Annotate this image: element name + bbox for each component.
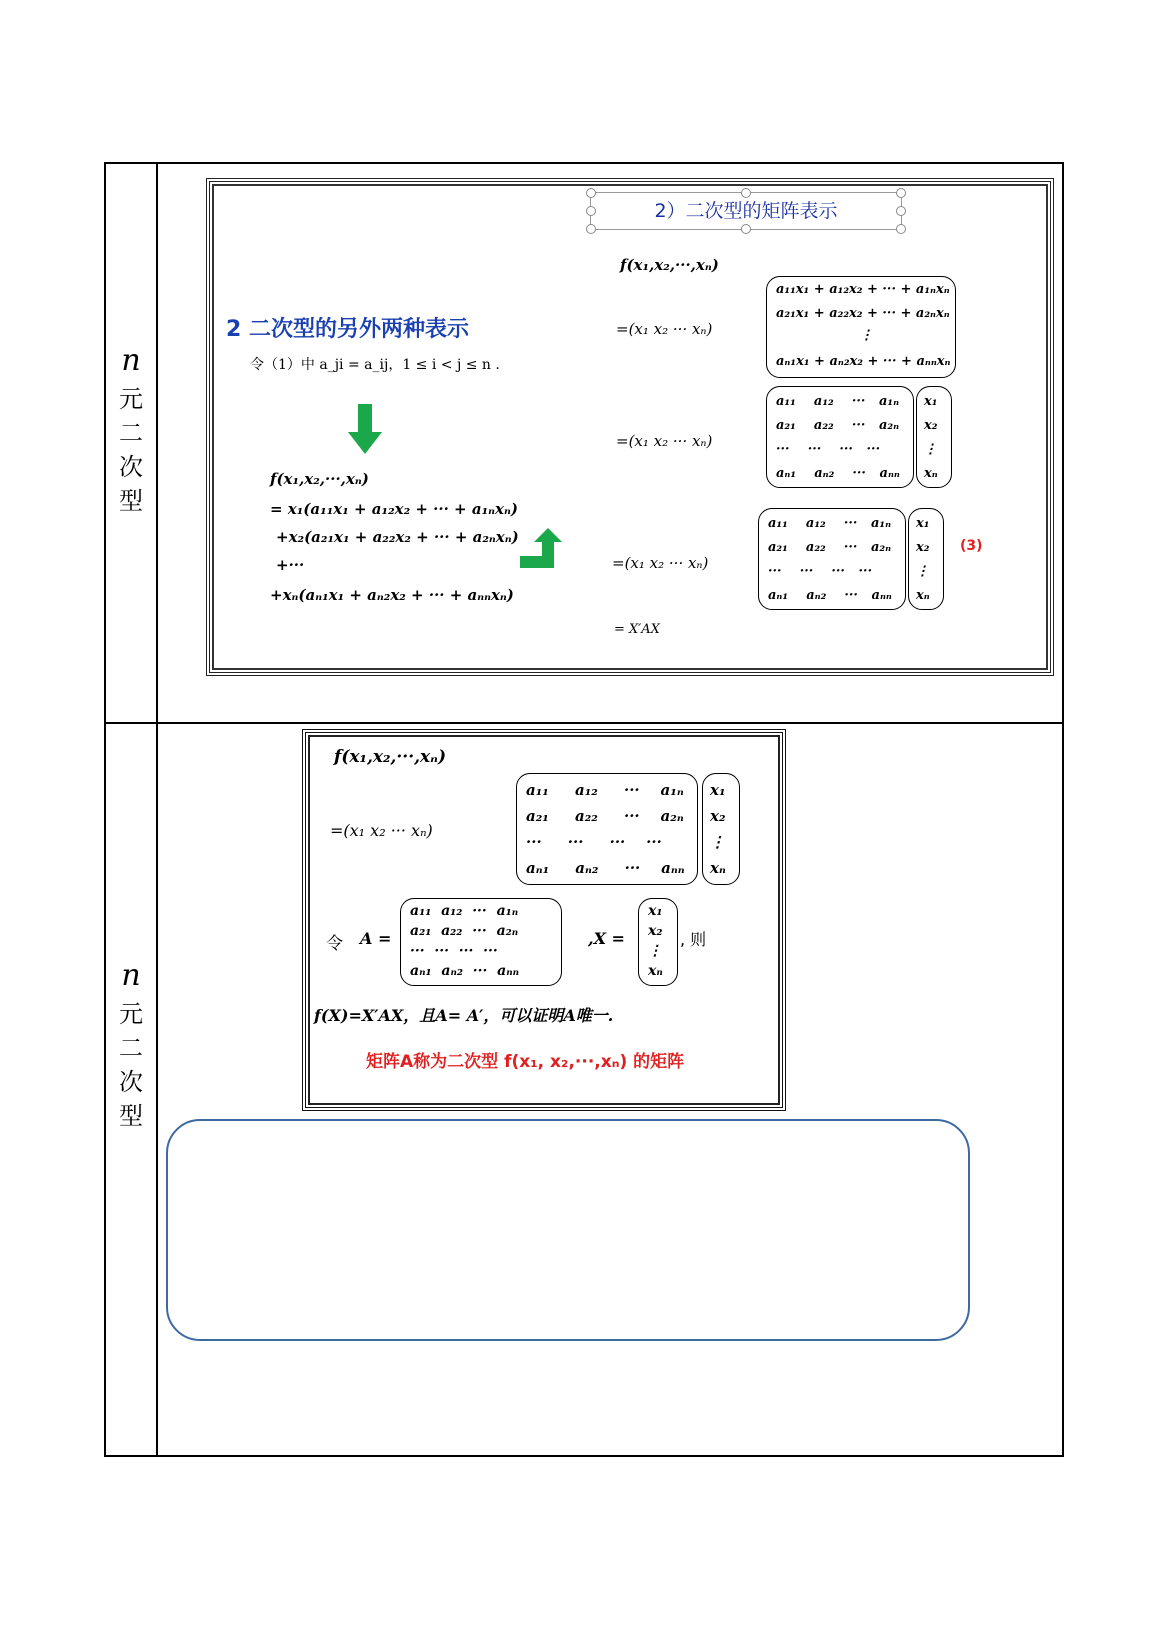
m: aₙₙ (879, 466, 900, 481)
m: ··· (623, 807, 640, 825)
empty-callout-box[interactable] (166, 1119, 970, 1341)
corner-arrow-icon (520, 528, 564, 568)
m: aₙ₁ (768, 588, 789, 603)
row-divider (106, 722, 1062, 724)
matrix-a-3 (526, 777, 685, 881)
x: x₁ (648, 903, 663, 919)
row1-label (106, 344, 156, 518)
f-definition: f(x₁,x₂,···,xₙ) (270, 470, 369, 488)
resize-handle[interactable] (896, 224, 906, 234)
row-vector: =(x₁ x₂ ··· xₙ) (616, 432, 713, 450)
x: x₂ (916, 540, 930, 555)
resize-handle[interactable] (586, 206, 596, 216)
m: ··· (866, 442, 881, 457)
m: aₙ₁ (526, 859, 550, 877)
row-vector: =(x₁ x₂ ··· xₙ) (612, 554, 709, 572)
m: ··· (458, 943, 474, 959)
m: ··· (839, 442, 853, 457)
m: a₁₂ (441, 903, 463, 919)
matrix-a-2 (768, 512, 892, 608)
then-text: , 则 (680, 930, 707, 949)
row2-char: 二 (119, 1034, 143, 1062)
m: a₁₁ (410, 903, 432, 919)
m: a₂ₙ (871, 540, 892, 555)
m: ··· (844, 588, 858, 603)
m: a₁₁ (776, 394, 796, 409)
m: ··· (567, 833, 584, 851)
col-expr: ⋮ (860, 328, 873, 343)
m: ··· (472, 923, 487, 939)
right-f: f(x₁,x₂,···,xₙ) (620, 256, 719, 274)
f-definition: f(x₁,x₂,···,xₙ) (334, 747, 446, 767)
x: xₙ (924, 466, 938, 481)
m: ··· (768, 564, 782, 579)
m: a₁₂ (574, 781, 598, 799)
x: ⋮ (710, 833, 725, 851)
x-column-2 (916, 512, 930, 608)
slide-quadratic-form (206, 178, 1054, 676)
x: x₂ (924, 418, 938, 433)
row1-char: 二 (119, 419, 143, 447)
col-expr: a₁₁x₁ + a₁₂x₂ + ··· + a₁ₙxₙ (776, 282, 950, 297)
m: a₂ₙ (660, 807, 684, 825)
row1-char: 次 (119, 453, 143, 481)
row2-char: 次 (119, 1068, 143, 1096)
m: a₂₁ (768, 540, 788, 555)
col-expr: aₙ₁x₁ + aₙ₂x₂ + ··· + aₙₙxₙ (776, 354, 951, 369)
m: a₁₂ (813, 394, 834, 409)
x: ⋮ (924, 442, 937, 457)
let-prefix: 令 (326, 934, 343, 954)
m: ··· (843, 516, 858, 531)
section-title: 2 二次型的另外两种表示 (226, 317, 469, 342)
m: a₂ₙ (496, 923, 519, 939)
m: ··· (799, 564, 814, 579)
m: ··· (434, 943, 449, 959)
m: aₙ₁ (776, 466, 797, 481)
final-expression: = X′AX (614, 622, 660, 637)
x: x₁ (916, 516, 930, 531)
a-label: A = (360, 929, 392, 948)
m: ··· (776, 442, 790, 457)
m: ··· (858, 564, 873, 579)
expand-line: +xₙ(aₙ₁x₁ + aₙ₂x₂ + ··· + aₙₙxₙ) (270, 586, 514, 604)
row2-char: 型 (119, 1102, 143, 1130)
m: ··· (624, 859, 641, 877)
m: aₙ₂ (575, 859, 599, 877)
m: a₁ₙ (879, 394, 900, 409)
conclusion-text: 矩阵A称为二次型 f(x₁, x₂,···,xₙ) 的矩阵 (366, 1052, 685, 1072)
m: ··· (807, 442, 822, 457)
x: xₙ (710, 859, 726, 877)
m: a₂₂ (813, 418, 834, 433)
m: aₙₙ (871, 588, 892, 603)
m: ··· (483, 943, 498, 959)
row1-char: 型 (119, 487, 143, 515)
table-grid (104, 162, 1064, 1457)
m: ··· (623, 781, 640, 799)
a-matrix (410, 901, 519, 981)
m: aₙₙ (661, 859, 685, 877)
col-expr: a₂₁x₁ + a₂₂x₂ + ··· + a₂ₙxₙ (776, 306, 950, 321)
x: ⋮ (916, 564, 929, 579)
equation-label: (3) (960, 538, 983, 554)
expand-line: +··· (276, 556, 305, 574)
m: a₁ₙ (871, 516, 892, 531)
matrix-a-1 (776, 390, 900, 486)
x: x₂ (648, 923, 663, 939)
m: ··· (843, 540, 858, 555)
m: ··· (851, 394, 866, 409)
m: ··· (831, 564, 845, 579)
m: ··· (410, 943, 425, 959)
column-divider (156, 164, 158, 1455)
x: xₙ (916, 588, 930, 603)
resize-handle[interactable] (741, 224, 751, 234)
m: a₂₁ (526, 807, 549, 825)
m: aₙ₁ (410, 963, 432, 979)
m: aₙₙ (497, 963, 520, 979)
expand-line: +x₂(a₂₁x₁ + a₂₂x₂ + ··· + a₂ₙxₙ) (276, 528, 519, 546)
x-vector (648, 901, 663, 981)
uniqueness-statement: f(X)=X′AX，且A= A′，可以证明A唯一. (314, 1006, 614, 1025)
x-column-3 (710, 777, 726, 881)
m: ··· (526, 833, 542, 851)
m: ··· (851, 418, 866, 433)
condition-text: 令（1）中 a_ji = a_ij，1 ≤ i < j ≤ n . (250, 357, 500, 373)
m: ··· (852, 466, 866, 481)
m: a₁₂ (805, 516, 826, 531)
m: ··· (472, 963, 488, 979)
row-vector: =(x₁ x₂ ··· xₙ) (616, 320, 713, 338)
x: x₂ (710, 807, 726, 825)
m: ··· (609, 833, 626, 851)
down-arrow-icon (348, 404, 382, 454)
slide-title-box[interactable]: 2）二次型的矩阵表示 (590, 192, 902, 230)
x: ⋮ (648, 943, 662, 959)
m: a₁ₙ (660, 781, 684, 799)
resize-handle[interactable] (586, 224, 596, 234)
x: xₙ (648, 963, 663, 979)
row2-char: 元 (119, 1000, 143, 1028)
resize-handle[interactable] (741, 188, 751, 198)
expand-line: = x₁(a₁₁x₁ + a₁₂x₂ + ··· + a₁ₙxₙ) (270, 500, 518, 518)
x: x₁ (710, 781, 726, 799)
m: a₂₁ (776, 418, 796, 433)
m: aₙ₂ (814, 466, 835, 481)
m: a₂₂ (441, 923, 463, 939)
row-vector: =(x₁ x₂ ··· xₙ) (330, 821, 433, 840)
x-column-1 (924, 390, 938, 486)
m: a₁₁ (526, 781, 549, 799)
m: a₂ₙ (879, 418, 900, 433)
m: a₁ₙ (496, 903, 519, 919)
m: aₙ₂ (806, 588, 827, 603)
x-label: ,X = (588, 929, 625, 948)
resize-handle[interactable] (896, 188, 906, 198)
m: aₙ₂ (441, 963, 463, 979)
m: ··· (472, 903, 487, 919)
resize-handle[interactable] (586, 188, 596, 198)
m: a₂₁ (410, 923, 432, 939)
m: a₂₂ (805, 540, 826, 555)
row1-char: 元 (119, 385, 143, 413)
slide-matrix-definition (302, 729, 786, 1111)
resize-handle[interactable] (896, 206, 906, 216)
m: a₂₂ (574, 807, 598, 825)
row2-n: n (121, 958, 141, 993)
m: ··· (646, 833, 662, 851)
row2-label (106, 959, 156, 1133)
x: x₁ (924, 394, 938, 409)
row1-n: n (121, 343, 141, 378)
m: a₁₁ (768, 516, 788, 531)
